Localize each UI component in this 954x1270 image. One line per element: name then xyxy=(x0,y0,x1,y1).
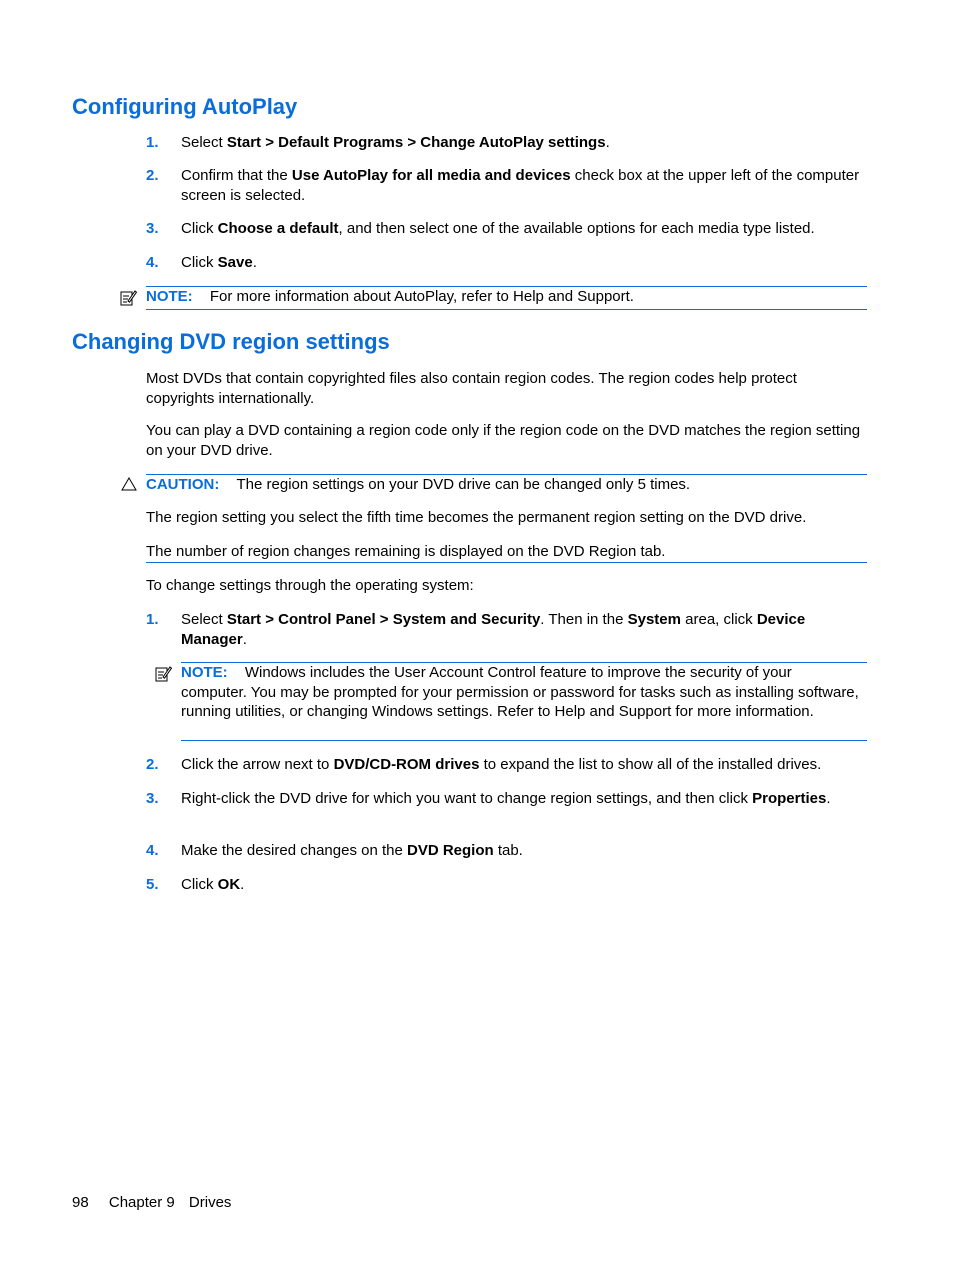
note-uac xyxy=(181,663,861,722)
step-number: 3. xyxy=(146,220,159,237)
note-pencil-icon xyxy=(155,665,172,682)
footer-chapter: Chapter 9 xyxy=(108,1194,175,1211)
step-number: 5. xyxy=(146,876,159,893)
step-text: Select Start > Default Programs > Change AutoPlay settings. xyxy=(181,134,610,151)
step-text: Click OK. xyxy=(181,876,245,893)
page-number: 98 xyxy=(72,1194,89,1211)
paragraph-intro: To change settings through the operating system: xyxy=(146,577,474,594)
step-text: Click Choose a default, and then select one of the available options for each media type listed. xyxy=(181,220,815,237)
caution-paragraph-remaining: The number of region changes remaining is displayed on the DVD Region tab. xyxy=(146,543,666,560)
caution-label: CAUTION: xyxy=(146,476,220,493)
step-number: 1. xyxy=(146,134,159,151)
heading-dvd-region: Changing DVD region settings xyxy=(72,329,390,354)
note-label: NOTE: xyxy=(146,288,193,305)
nested-note-bottom-rule xyxy=(181,740,867,741)
paragraph-region-codes: Most DVDs that contain copyrighted files also contain region codes. The region codes help protect copyrights internationally. xyxy=(146,370,797,407)
heading-configuring-autoplay: Configuring AutoPlay xyxy=(72,94,298,119)
note-text: For more information about AutoPlay, refer to Help and Support. xyxy=(209,288,634,305)
step-text: Click Save. xyxy=(181,254,257,271)
caution-block xyxy=(146,475,868,495)
step-number: 1. xyxy=(146,611,159,628)
caution-bottom-rule xyxy=(146,562,867,563)
page-footer xyxy=(72,1193,231,1213)
step-number: 3. xyxy=(146,790,159,807)
step-number: 4. xyxy=(146,254,159,271)
caution-paragraph-permanent: The region setting you select the fifth time becomes the permanent region setting on the DVD drive. xyxy=(146,509,807,526)
step-text: Confirm that the Use AutoPlay for all media and devices check box at the upper left of the computer screen is selected. xyxy=(181,167,860,204)
footer-chapter-title: Drives xyxy=(188,1194,232,1211)
step-text: Select Start > Control Panel > System and Security. Then in the System area, click Device Manager. xyxy=(181,611,806,648)
step-number: 2. xyxy=(146,756,159,773)
note-bottom-rule xyxy=(146,309,867,310)
note-label: NOTE: xyxy=(181,664,228,681)
paragraph-play-dvd: You can play a DVD containing a region code only if the region code on the DVD matches the region setting on your DVD drive. xyxy=(146,422,861,459)
note-pencil-icon xyxy=(120,289,137,306)
note-text: Windows includes the User Account Control feature to improve the security of your computer. You may be prompted for your permission or password for tasks such as installing software, running utilities, or changing Windows settings. Refer to Help and Support for more information. xyxy=(181,664,859,720)
caution-triangle-icon xyxy=(121,477,137,491)
step-text: Right-click the DVD drive for which you want to change region settings, and then click Properties. xyxy=(181,790,831,807)
step-text: Make the desired changes on the DVD Region tab. xyxy=(181,842,523,859)
caution-text: The region settings on your DVD drive can be changed only 5 times. xyxy=(236,476,691,493)
step-number: 4. xyxy=(146,842,159,859)
step-text: Click the arrow next to DVD/CD-ROM drives to expand the list to show all of the installed drives. xyxy=(181,756,822,773)
note-autoplay xyxy=(146,287,868,307)
step-number: 2. xyxy=(146,167,159,184)
